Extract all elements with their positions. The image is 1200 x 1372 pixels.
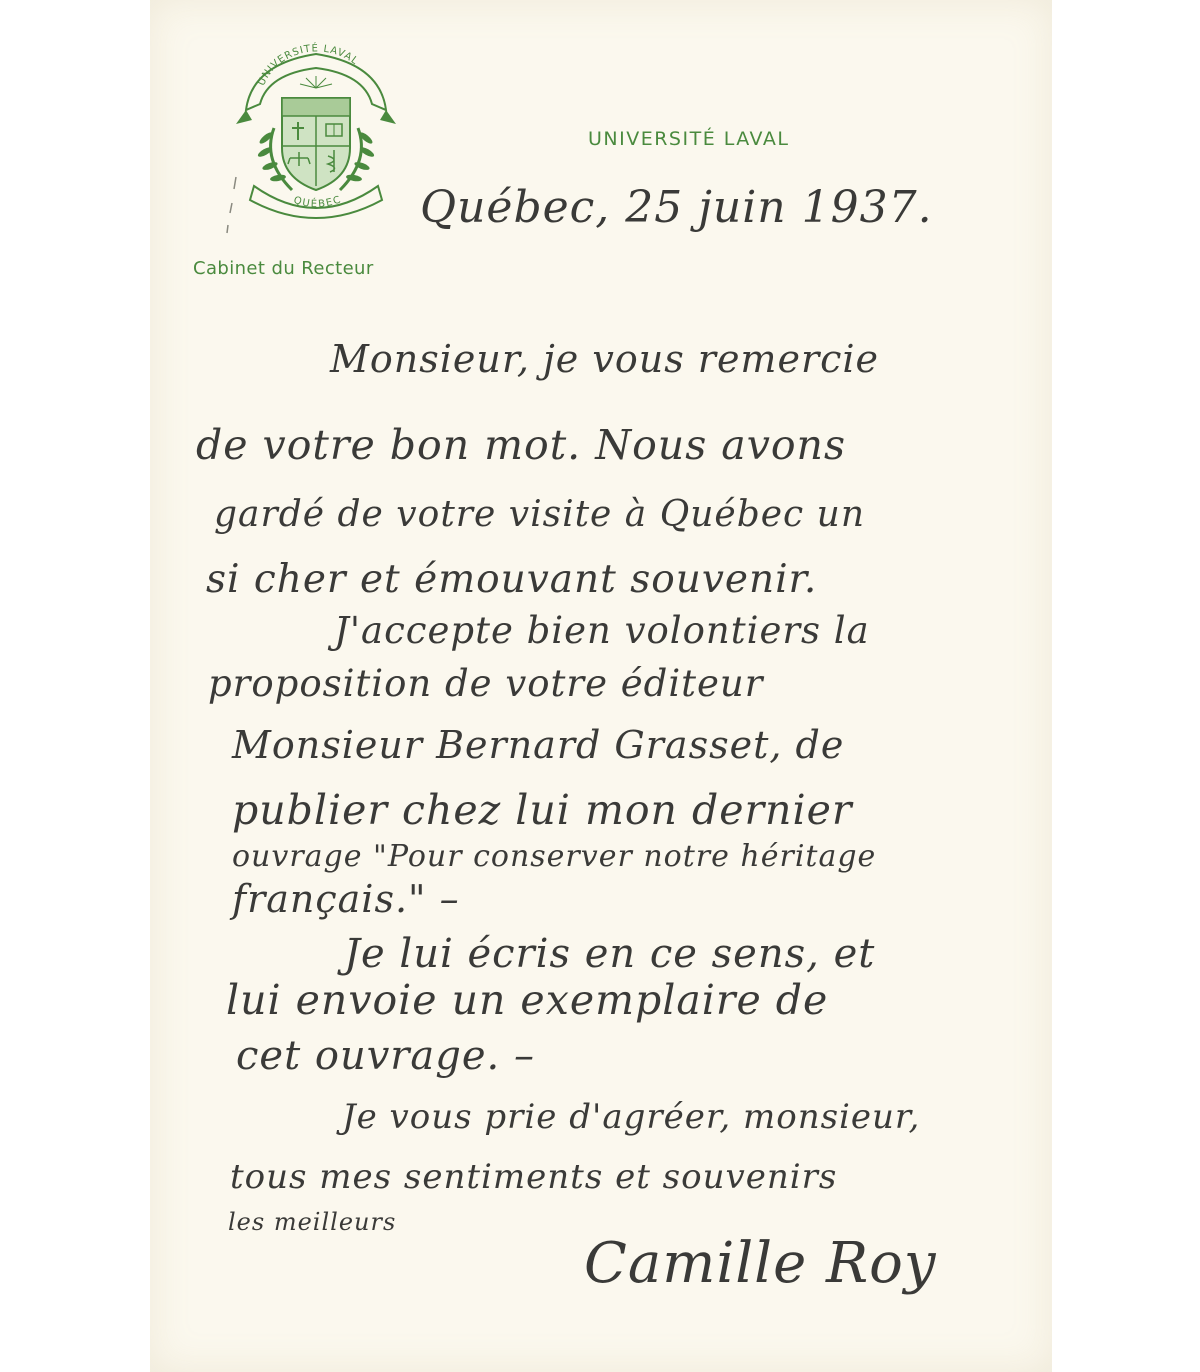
letter-line: proposition de votre éditeur: [208, 662, 764, 705]
letter-line: ouvrage "Pour conserver notre héritage: [232, 839, 877, 874]
letter-line: si cher et émouvant souvenir.: [206, 557, 818, 602]
letter-dateline: Québec, 25 juin 1937.: [420, 182, 933, 233]
letter-line: les meilleurs: [228, 1208, 397, 1236]
svg-text:UNIVERSITÉ LAVAL: UNIVERSITÉ LAVAL: [256, 43, 361, 88]
letter-line: lui envoie un exemplaire de: [226, 976, 829, 1024]
signature: Camille Roy: [584, 1231, 937, 1296]
letter-line: Monsieur, je vous remercie: [330, 337, 880, 381]
letterhead-office: Cabinet du Recteur: [193, 258, 374, 279]
letter-line: Monsieur Bernard Grasset, de: [232, 723, 845, 767]
letter-line: tous mes sentiments et souvenirs: [230, 1157, 838, 1197]
letter-line: publier chez lui mon dernier: [232, 786, 853, 834]
margin-ink-mark: [222, 175, 240, 235]
letter-line: gardé de votre visite à Québec un: [214, 494, 866, 535]
university-crest-logo: [232, 40, 400, 230]
letter-line: Je vous prie d'agréer, monsieur,: [342, 1097, 921, 1137]
svg-text:QUÉBEC: QUÉBEC: [292, 194, 344, 211]
letter-line: français." –: [232, 877, 460, 921]
letter-line: de votre bon mot. Nous avons: [196, 421, 847, 469]
letterhead-institution: UNIVERSITÉ LAVAL: [588, 128, 790, 150]
letter-line: Je lui écris en ce sens, et: [344, 931, 876, 977]
letter-line: cet ouvrage. –: [236, 1033, 535, 1079]
letter-line: J'accepte bien volontiers la: [334, 609, 870, 652]
